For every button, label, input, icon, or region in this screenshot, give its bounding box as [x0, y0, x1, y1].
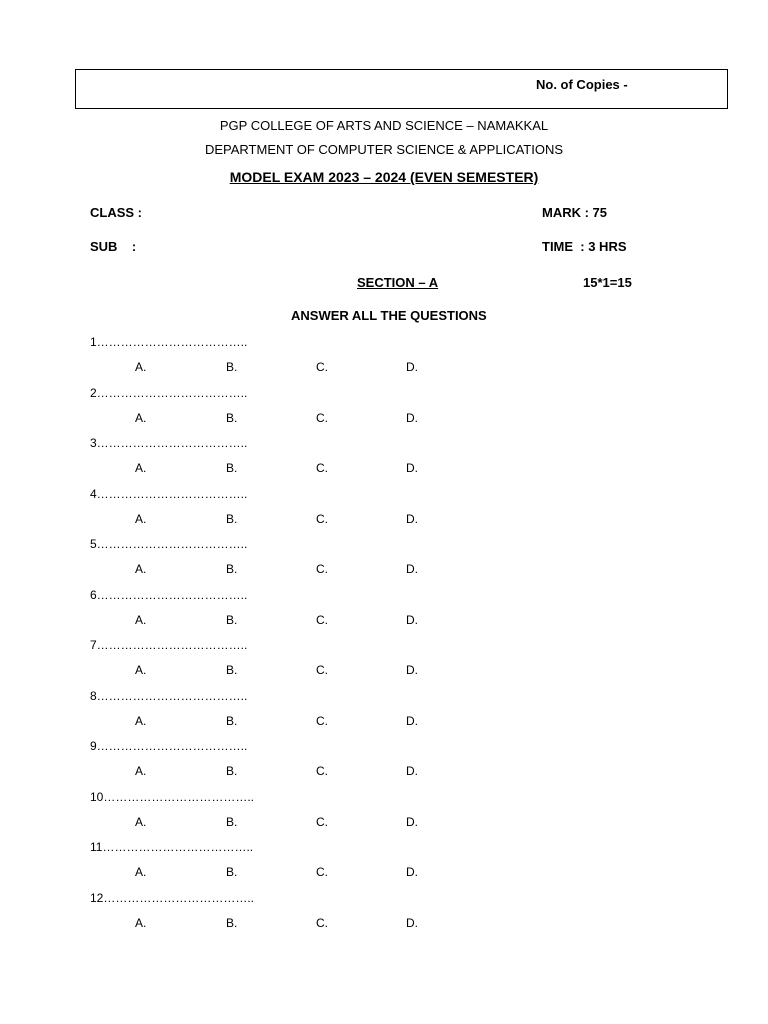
- question-label: 9………………………………..: [90, 739, 248, 753]
- section-marks: 15*1=15: [583, 275, 632, 290]
- question-option: C.: [316, 814, 328, 829]
- question-option: A.: [135, 410, 147, 425]
- question-option: B.: [226, 410, 238, 425]
- question-option: C.: [316, 915, 328, 930]
- question-option: D.: [406, 663, 418, 677]
- sub-label: SUB :: [90, 239, 137, 254]
- question-option: D.: [406, 511, 418, 526]
- question-option: A.: [135, 814, 147, 829]
- question-option: C.: [316, 663, 328, 677]
- question-option: B.: [226, 764, 238, 778]
- question-option: A.: [135, 612, 147, 627]
- question-option: C.: [316, 764, 328, 778]
- question-option: B.: [226, 713, 238, 728]
- question-option: A.: [135, 713, 147, 728]
- question-label: 5………………………………..: [90, 537, 248, 551]
- question-option: B.: [226, 915, 238, 930]
- question-option: C.: [316, 410, 328, 425]
- question-option: A.: [135, 511, 147, 526]
- question-option: A.: [135, 360, 147, 374]
- section-title: SECTION – A: [357, 275, 439, 290]
- question-option: B.: [226, 511, 238, 526]
- question-label: 10………………………………..: [90, 789, 255, 804]
- question-option: B.: [226, 814, 238, 829]
- question-option: D.: [406, 562, 418, 576]
- college-name: PGP COLLEGE OF ARTS AND SCIENCE – NAMAKKAL: [219, 118, 549, 133]
- time-label: TIME : 3 HRS: [542, 239, 627, 254]
- question-option: D.: [406, 612, 418, 627]
- question-option: D.: [406, 713, 418, 728]
- class-label: CLASS :: [90, 205, 142, 220]
- copies-label: No. of Copies -: [536, 77, 628, 92]
- question-option: B.: [226, 360, 238, 374]
- question-option: D.: [406, 410, 418, 425]
- section-instruction: ANSWER ALL THE QUESTIONS: [291, 308, 487, 323]
- question-option: C.: [316, 865, 328, 879]
- question-option: B.: [226, 865, 238, 879]
- question-label: 2………………………………..: [90, 385, 248, 400]
- question-label: 6………………………………..: [90, 587, 248, 602]
- question-option: C.: [316, 562, 328, 576]
- question-label: 8………………………………..: [90, 688, 248, 703]
- question-option: D.: [406, 915, 418, 930]
- question-option: C.: [316, 360, 328, 374]
- question-option: A.: [135, 562, 147, 576]
- question-option: A.: [135, 915, 147, 930]
- question-option: D.: [406, 360, 418, 374]
- question-option: B.: [226, 663, 238, 677]
- question-option: C.: [316, 713, 328, 728]
- copies-box: [75, 69, 728, 109]
- question-option: A.: [135, 764, 147, 778]
- department-name: DEPARTMENT OF COMPUTER SCIENCE & APPLICATIONS: [204, 142, 564, 157]
- question-label: 11………………………………..: [90, 840, 254, 854]
- question-option: D.: [406, 461, 418, 475]
- question-option: B.: [226, 562, 238, 576]
- question-label: 3………………………………..: [90, 436, 248, 450]
- question-option: D.: [406, 764, 418, 778]
- question-option: D.: [406, 865, 418, 879]
- question-label: 12………………………………..: [90, 890, 255, 905]
- mark-label: MARK : 75: [542, 205, 608, 220]
- question-label: 1………………………………..: [90, 335, 248, 349]
- question-option: C.: [316, 461, 328, 475]
- question-option: A.: [135, 461, 147, 475]
- question-option: A.: [135, 865, 147, 879]
- question-option: A.: [135, 663, 147, 677]
- question-option: D.: [406, 814, 418, 829]
- question-option: C.: [316, 511, 328, 526]
- exam-title: MODEL EXAM 2023 – 2024 (EVEN SEMESTER): [229, 169, 539, 185]
- question-option: B.: [226, 461, 238, 475]
- question-option: B.: [226, 612, 238, 627]
- question-option: C.: [316, 612, 328, 627]
- question-label: 4………………………………..: [90, 486, 248, 501]
- question-label: 7………………………………..: [90, 638, 248, 652]
